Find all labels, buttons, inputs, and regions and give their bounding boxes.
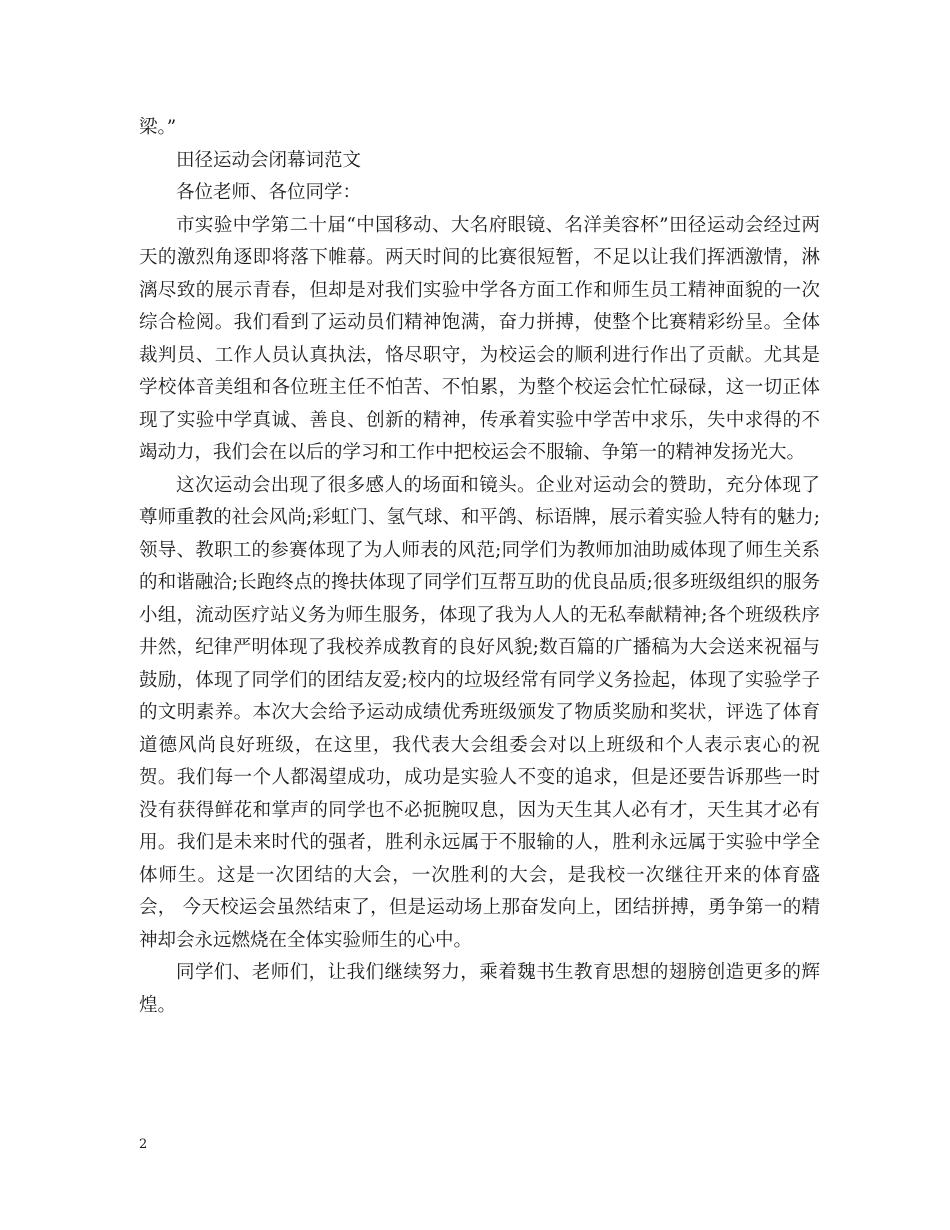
salutation: 各位老师、各位同学： [176,182,362,203]
paragraph: 市实验中学第二十届“中国移动、大名府眼镜、名洋美容杯”田径运动会经过两天的激烈角逐即将落下帷幕。两天时间的比赛很短暂，不足以让我们挥洒激情，淋漓尽致的展示青春，但却是对我们实验中学各方面工作和师生员工精神面貌的一次综合检阅。我们看到了运动员们精神饱满，奋力拼搏，使整个比赛精彩纷呈。全体裁判员、工作人员认真执法，恪尽职守，为校运会的顺利进行作出了贡献。尤其是学校体音美组和各位班主任不怕苦、不怕累，为整个校运会忙忙碌碌，这一切正体现了实验中学真诚、善良、创新的精神，传承着实验中学苦中求乐，失中求得的不竭动力，我们会在以后的学习和工作中把校运会不服输、争第一的精神发扬光大。 [139,214,820,463]
paragraph-continuation: 梁。” [139,117,177,138]
paragraph: 这次运动会出现了很多感人的场面和镜头。企业对运动会的赞助，充分体现了尊师重教的社会风尚;彩虹门、氢气球、和平鸽、标语牌，展示着实验人特有的魅力;领导、教职工的参赛体现了为人师表的风范;同学们为教师加油助威体现了师生关系的和谐融洽;长跑终点的搀扶体现了同学们互帮互助的优良品质;很多班级组织的服务小组，流动医疗站义务为师生服务，体现了我为人人的无私奉献精神;各个班级秩序井然，纪律严明体现了我校养成教育的良好风貌;数百篇的广播稿为大会送来祝福与鼓励，体现了同学们的团结友爱;校内的垃圾经常有同学义务捡起，体现了实验学子的文明素养。本次大会给予运动成绩优秀班级颁发了物质奖励和奖状，评选了体育道德风尚良好班级，在这里，我代表大会组委会对以上班级和个人表示衷心的祝贺。我们每一个人都渴望成功，成功是实验人不变的追求，但是还要告诉那些一时没有获得鲜花和掌声的同学也不必扼腕叹息，因为天生其人必有才，天生其才必有用。我们是未来时代的强者，胜利永远属于不服输的人，胜利永远属于实验中学全体师生。这是一次团结的大会，一次胜利的大会，是我校一次继往开来的体育盛会， 今天校运会虽然结束了，但是运动场上那奋发向上，团结拼搏，勇争第一的精神却会永远燃烧在全体实验师生的心中。 [139,474,820,951]
paragraph-closing: 同学们、老师们，让我们继续努力，乘着魏书生教育思想的翅膀创造更多的辉煌。 [139,962,820,1016]
page-number: 2 [139,1137,148,1152]
document-heading: 田径运动会闭幕词范文 [176,149,362,171]
document-body [139,112,820,1022]
